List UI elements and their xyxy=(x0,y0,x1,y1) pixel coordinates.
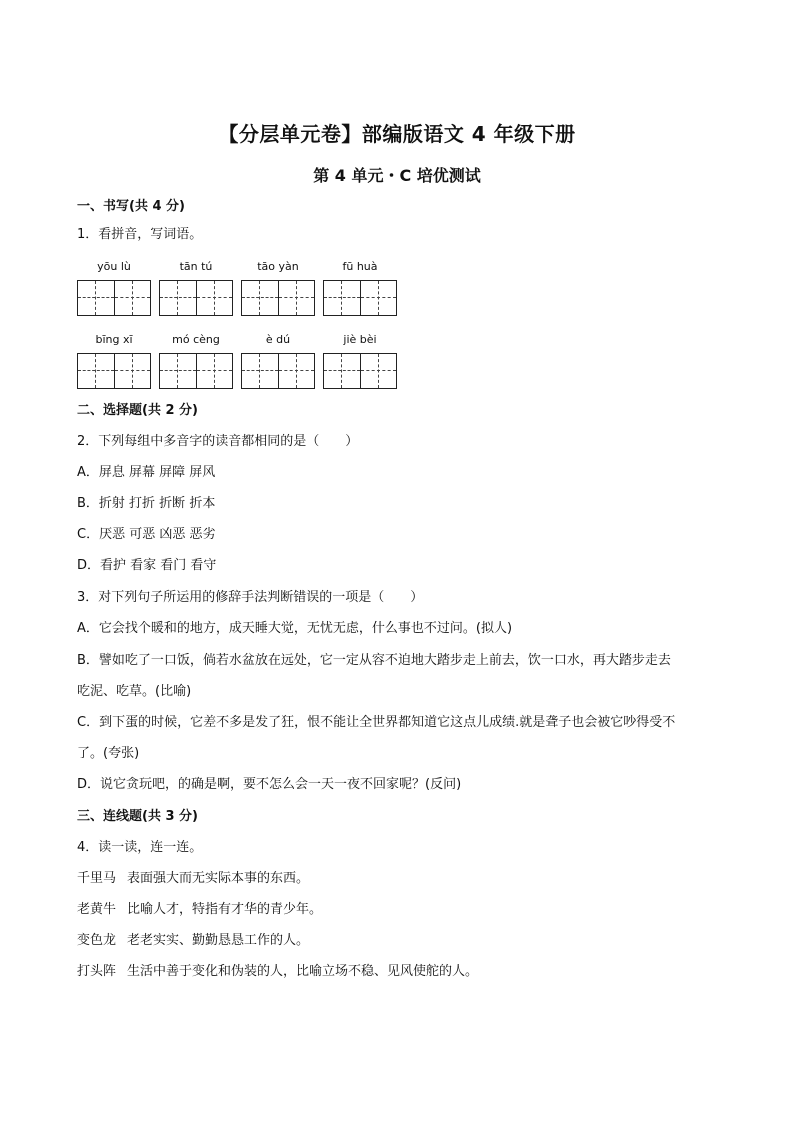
q3-option-b-line2: 吃泥、吃草。(比喻) xyxy=(77,684,192,699)
match-term[interactable]: 千里马 xyxy=(77,871,117,886)
page-subtitle: 第 4 单元・C 培优测试 xyxy=(313,166,481,185)
match-description[interactable]: 生活中善于变化和伪装的人，比喻立场不稳、见风使舵的人。 xyxy=(127,964,479,979)
writing-grid[interactable] xyxy=(159,280,233,316)
pinyin-label: bīng xī xyxy=(95,333,133,346)
question-3: 3．对下列句子所运用的修辞手法判断错误的一项是（ ） xyxy=(77,590,424,605)
pinyin-label: tān tú xyxy=(179,260,213,273)
match-description[interactable]: 老老实实、勤勤恳恳工作的人。 xyxy=(127,933,310,948)
pinyin-label: tāo yàn xyxy=(257,260,299,273)
q3-option-d: D．说它贪玩吧，的确是啊，要不怎么会一天一夜不回家呢？(反问) xyxy=(77,777,462,792)
question-2: 2．下列每组中多音字的读音都相同的是（ ） xyxy=(77,434,359,449)
section3-heading: 三、连线题(共 3 分) xyxy=(77,809,198,824)
writing-grid[interactable] xyxy=(77,280,151,316)
pinyin-label: fū huà xyxy=(342,260,378,273)
q2-option-a: A．屏息 屏幕 屏障 屏风 xyxy=(77,465,216,480)
q3-option-a: A．它会找个暖和的地方，成天睡大觉，无忧无虑，什么事也不过问。(拟人) xyxy=(77,621,513,636)
page-title: 【分层单元卷】部编版语文 4 年级下册 xyxy=(218,122,576,146)
match-row xyxy=(77,870,309,888)
match-description[interactable]: 比喻人才，特指有才华的青少年。 xyxy=(127,902,323,917)
writing-grid[interactable] xyxy=(323,353,397,389)
q2-option-d: D．看护 看家 看门 看守 xyxy=(77,558,217,573)
match-row xyxy=(77,901,322,919)
match-description[interactable]: 表面强大而无实际本事的东西。 xyxy=(127,871,310,886)
section1-heading: 一、书写(共 4 分) xyxy=(77,199,185,214)
pinyin-label: jiè bèi xyxy=(343,333,377,346)
match-term[interactable]: 变色龙 xyxy=(77,933,117,948)
pinyin-label: yōu lù xyxy=(97,260,131,273)
writing-grid[interactable] xyxy=(323,280,397,316)
match-term[interactable]: 打头阵 xyxy=(77,964,117,979)
q3-option-b-line1: B．譬如吃了一口饭，倘若水盆放在远处，它一定从容不迫地大踏步走上前去，饮一口水，再大踏步走去 xyxy=(77,653,671,668)
match-row xyxy=(77,963,478,981)
q2-option-c: C．厌恶 可恶 凶恶 恶劣 xyxy=(77,527,216,542)
q2-option-b: B．折射 打折 折断 折本 xyxy=(77,496,216,511)
writing-grid[interactable] xyxy=(159,353,233,389)
section2-heading: 二、选择题(共 2 分) xyxy=(77,403,198,418)
match-row xyxy=(77,932,309,950)
question-1: 1．看拼音，写词语。 xyxy=(77,227,203,242)
q3-option-c-line2: 了。(夸张) xyxy=(77,746,140,761)
writing-grid[interactable] xyxy=(241,353,315,389)
match-term[interactable]: 老黄牛 xyxy=(77,902,117,917)
question-4: 4．读一读，连一连。 xyxy=(77,840,203,855)
writing-grid[interactable] xyxy=(77,353,151,389)
q3-option-c-line1: C．到下蛋的时候，它差不多是发了狂，恨不能让全世界都知道它这点儿成绩.就是聋子也会被它吵得受不 xyxy=(77,715,676,730)
pinyin-label: mó cèng xyxy=(172,333,220,346)
pinyin-label: è dú xyxy=(265,333,291,346)
writing-grid[interactable] xyxy=(241,280,315,316)
